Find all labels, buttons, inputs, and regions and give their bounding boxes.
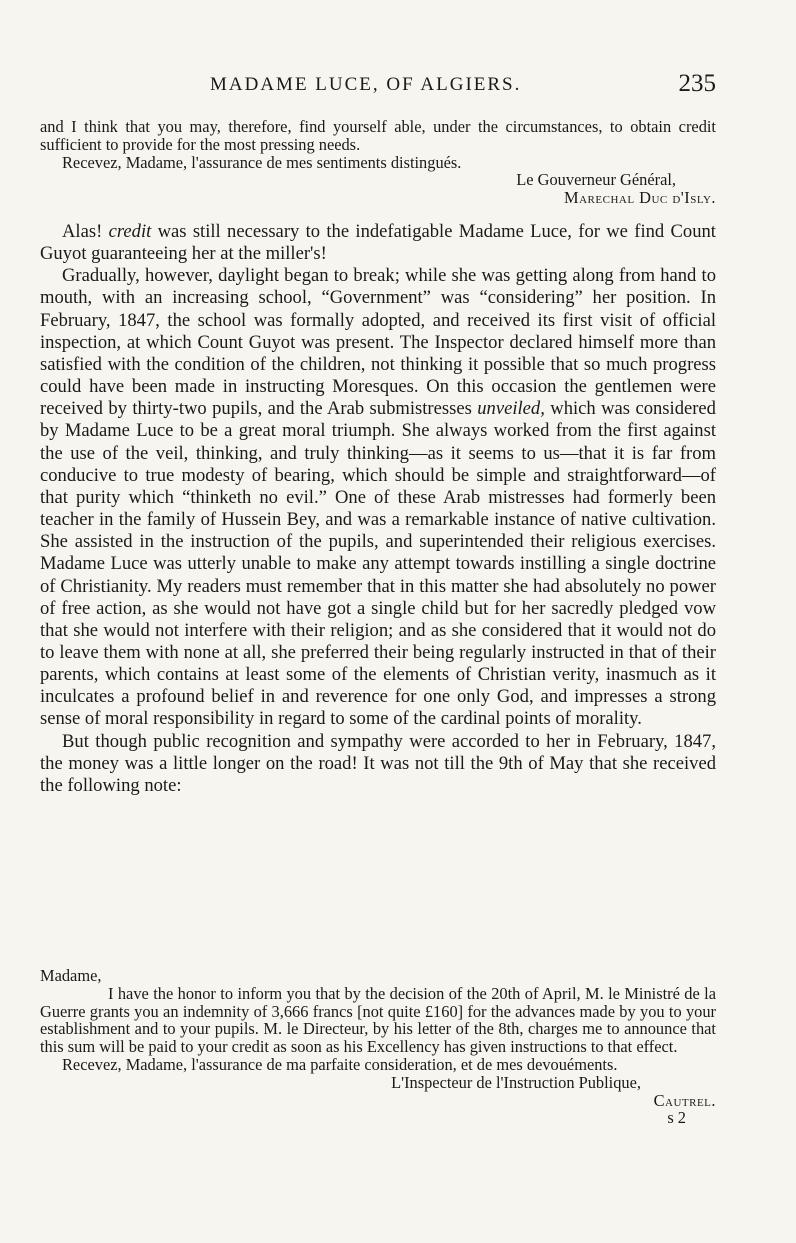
signature-mark: s 2 [667,1108,686,1128]
main-text [40,221,716,797]
letter-continuation: and I think that you may, therefore, find yourself able, under the circumstances, to obtain credit sufficient to provide for the most pressing needs. [40,117,716,154]
letter-closing: Recevez, Madame, l'assurance de ma parfaite consideration, et de mes devouéments. [62,1054,618,1074]
running-title: MADAME LUCE, OF ALGIERS. [210,74,522,95]
letter-body: I have the honor to inform you that by the decision of the 20th of April, M. le Ministré de la Guerre grants you an indemnity of 3,666 francs [not quite £160] for the advances made by you to your establishment and to your pupils. M. le Directeur, by his letter of the 8th, charges me to announce that this sum will be paid to your credit as soon as his Excellency has given instructions to that effect. [40,983,716,1057]
letter-salutation: Madame, [40,966,102,985]
paragraph-gradually-b: which was considered by Madame Luce to be a great moral triumph. She always worked from the first against the use of the veil, thinking, and truly thinking—as it seems to us—that it is far from conducive to true modesty of bearing, which should be simple and straightforward—of that purity which “thinketh no evil.” One of these Arab mistresses had formerly been teacher in the family of Hussein Bey, and was a remarkable instance of native cultivation. She assisted in the instruction of the pupils, and superintended their religious exercises. Madame Luce was utterly unable to make any attempt towards instilling a single doctrine of Christianity. My readers must remember that in this matter she had absolutely no power of free action, as she would not have got a single child but for her sacredly pledged vow that she would not interfere with their religion; and as she considered that it would not do to leave them with none at all, she preferred their being regularly instructed in that of their parents, which contains at least some of the elements of Christian verity, inasmuch as it inculcates a profound belief in and reverence for one only God, and impresses a strong sense of moral responsibility in regard to some of the cardinal points of morality. [40,398,716,730]
page-header [60,70,716,104]
letter-governor [40,118,716,207]
signature-title: Le Gouverneur Général, [516,170,676,190]
paragraph-recognition: But though public recognition and sympathy were accorded to her in February, 1847, the money was a little longer on the road! It was not till the 9th of May that she received the following note: [40,730,716,796]
paragraph-gradually-a: Gradually, however, daylight began to break; while she was getting along from hand to mouth, with an increasing school, “Government” was “considering” her position. In February, 1847, the school was formally adopted, and received its first visit of official inspection, at which Count Guyot was present. The Inspector declared himself more than satisfied with the condition of the children, not thinking it possible that so much progress could have been made in instructing Moresques. On this occasion the gentlemen were received by thirty-two pupils, and the Arab submistresses [40,265,716,420]
paragraph-alas-rest: was still necessary to the indefatigable Madame Luce, for we find Count Guyot guaranteeing her at the miller's! [40,221,716,265]
paragraph-alas [40,221,716,265]
letter-closing: Recevez, Madame, l'assurance de mes sentiments distingués. [62,152,462,172]
signature-name: Cautrel. [653,1090,716,1110]
signature-name: Marechal Duc d'Isly. [564,188,716,208]
unveiled-word: unveiled, [477,398,545,420]
page-number: 235 [678,70,716,97]
paragraph-gradually [40,265,716,730]
letter-inspector [40,967,716,1127]
alas-word: Alas! [62,221,103,242]
signature-title: L'Inspecteur de l'Instruction Publique, [391,1072,641,1092]
credit-word: credit [108,221,152,242]
